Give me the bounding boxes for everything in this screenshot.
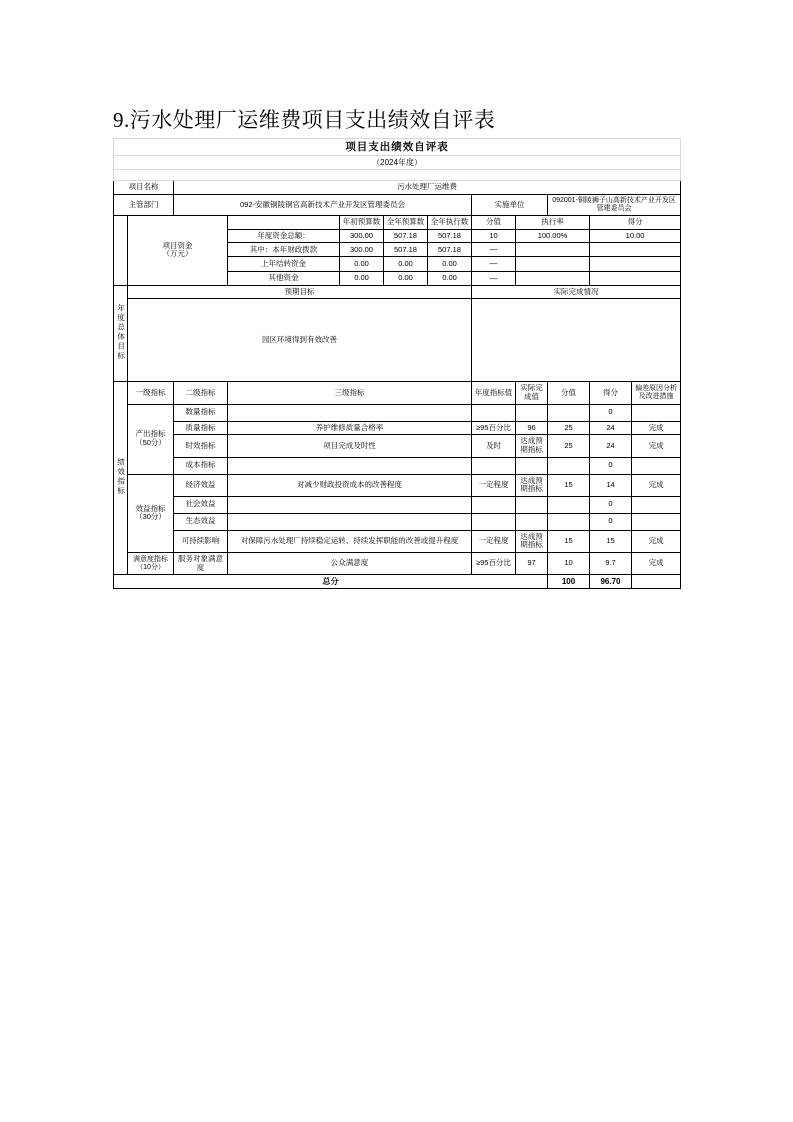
indicator-score-max: 15 (548, 474, 590, 496)
indicator-l1-output: 产出指标 （50分） (128, 404, 174, 474)
funds-value (516, 243, 590, 257)
banner-title: 项目支出绩效自评表 (114, 139, 681, 156)
funds-col-2: 全年执行数 (428, 215, 472, 229)
indicator-note: 完成 (632, 553, 681, 575)
indicator-l2: 数量指标 (174, 404, 228, 421)
indicator-score: 14 (590, 474, 632, 496)
indicators-side-label (114, 382, 128, 575)
banner-sub-row (114, 156, 681, 170)
funds-col-1: 全年预算数 (384, 215, 428, 229)
indicator-actual: 达成预期指标 (516, 530, 548, 552)
funds-row-label: 其他资金 (228, 271, 340, 285)
indicators-side-text: 绩效指标 (116, 458, 126, 497)
table-row (114, 421, 681, 435)
indicator-l3: 对保障污水处理厂持续稳定运转、持续发挥职能的改善或提升程度 (228, 530, 472, 552)
funds-value: 10 (472, 229, 516, 243)
indicator-l3 (228, 496, 472, 513)
annual-goal-side-text: 年度总体目标 (116, 303, 126, 361)
indicator-score: 0 (590, 496, 632, 513)
indicator-score: 0 (590, 404, 632, 421)
indicator-score-max: 25 (548, 421, 590, 435)
annual-goal-side-label (114, 285, 128, 382)
funds-row-label: 其中：本年财政拨款 (228, 243, 340, 257)
actual-goal-header: 实际完成情况 (472, 285, 681, 299)
indicator-col-2: 三级指标 (228, 382, 472, 404)
department-value: 092-安徽铜陵铜官高新技术产业开发区管理委员会 (174, 194, 472, 215)
banner-subtitle: （2024年度） (114, 156, 681, 170)
indicator-l3 (228, 404, 472, 421)
indicator-note: 完成 (632, 421, 681, 435)
indicator-target (472, 404, 516, 421)
table-row (114, 474, 681, 496)
funds-col-5: 得分 (590, 215, 681, 229)
indicator-actual: 达成预期指标 (516, 435, 548, 457)
indicator-score-max: 10 (548, 553, 590, 575)
indicator-l3: 对减少财政投资成本的改善程度 (228, 474, 472, 496)
indicator-l2: 社会效益 (174, 496, 228, 513)
expected-goal-value: 园区环境得到有效改善 (128, 299, 472, 382)
indicator-score-max (548, 496, 590, 513)
funds-value: 300.00 (340, 243, 384, 257)
total-note (632, 575, 681, 589)
funds-value: 0.00 (340, 257, 384, 271)
funds-value: 10.00 (590, 229, 681, 243)
funds-value: 0.00 (340, 271, 384, 285)
indicator-score: 0 (590, 457, 632, 474)
page-title: 9.污水处理厂运维费项目支出绩效自评表 (113, 108, 496, 132)
indicator-note (632, 496, 681, 513)
indicator-l2: 质量指标 (174, 421, 228, 435)
indicator-col-4: 实际完成值 (516, 382, 548, 404)
indicator-actual (516, 404, 548, 421)
funds-col-4: 执行率 (516, 215, 590, 229)
total-score-max: 100 (548, 575, 590, 589)
indicator-note (632, 513, 681, 530)
indicator-target: 一定程度 (472, 474, 516, 496)
indicator-l3 (228, 513, 472, 530)
indicator-score-max (548, 404, 590, 421)
indicator-actual (516, 496, 548, 513)
funds-value: — (472, 243, 516, 257)
indicator-score: 9.7 (590, 553, 632, 575)
funds-value: 507.18 (384, 229, 428, 243)
project-name-value: 污水处理厂运维费 (174, 181, 681, 195)
indicator-note (632, 404, 681, 421)
indicator-target: 一定程度 (472, 530, 516, 552)
indicator-col-5: 分值 (548, 382, 590, 404)
table-row (114, 553, 681, 575)
table-row (114, 435, 681, 457)
indicator-l2: 服务对象满意度 (174, 553, 228, 575)
indicator-col-0: 一级指标 (128, 382, 174, 404)
indicator-l3: 公众满意度 (228, 553, 472, 575)
table-row (114, 530, 681, 552)
funds-value (590, 257, 681, 271)
unit-label: 实施单位 (472, 194, 548, 215)
indicator-col-6: 得分 (590, 382, 632, 404)
total-score: 96.70 (590, 575, 632, 589)
indicator-actual (516, 457, 548, 474)
indicator-l2: 经济效益 (174, 474, 228, 496)
indicator-score: 0 (590, 513, 632, 530)
funds-value: 100.00% (516, 229, 590, 243)
indicator-target (472, 496, 516, 513)
funds-value: — (472, 271, 516, 285)
funds-value: — (472, 257, 516, 271)
indicator-score-max (548, 457, 590, 474)
indicator-actual (516, 513, 548, 530)
indicator-score-max: 15 (548, 530, 590, 552)
funds-value: 0.00 (384, 257, 428, 271)
funds-value: 507.18 (384, 243, 428, 257)
table-row (114, 457, 681, 474)
department-label: 主管部门 (114, 194, 174, 215)
project-name-row (114, 181, 681, 195)
indicator-l3 (228, 457, 472, 474)
performance-table (113, 138, 681, 589)
indicator-score-max (548, 513, 590, 530)
indicator-l2: 可持续影响 (174, 530, 228, 552)
funds-row-label-header (228, 215, 340, 229)
funds-value (516, 257, 590, 271)
funds-value: 507.18 (428, 229, 472, 243)
indicators-header-row (114, 382, 681, 404)
funds-side-label: 项目资金 （万元） (128, 215, 228, 285)
project-name-label: 项目名称 (114, 181, 174, 195)
annual-goal-value-row (114, 299, 681, 382)
indicator-l2: 时效指标 (174, 435, 228, 457)
indicator-l1-satisfaction: 满意度指标（10分） (128, 553, 174, 575)
table-row (114, 513, 681, 530)
indicator-score-max: 25 (548, 435, 590, 457)
indicator-actual: 96 (516, 421, 548, 435)
indicator-target: ≥95百分比 (472, 553, 516, 575)
indicator-col-7: 偏差原因分析及改进措施 (632, 382, 681, 404)
banner-spacer (114, 170, 681, 181)
indicator-target (472, 457, 516, 474)
department-row (114, 194, 681, 215)
performance-sheet (113, 138, 680, 589)
annual-goal-header-row (114, 285, 681, 299)
funds-value: 300.00 (340, 229, 384, 243)
funds-value (590, 243, 681, 257)
funds-value: 0.00 (384, 271, 428, 285)
indicator-l3: 项目完成及时性 (228, 435, 472, 457)
unit-value: 092001-铜陵狮子山高新技术产业开发区管建委员会 (548, 194, 681, 215)
funds-value: 507.18 (428, 243, 472, 257)
funds-row-label: 上年结转资金 (228, 257, 340, 271)
indicator-col-1: 二级指标 (174, 382, 228, 404)
indicator-target: ≥95百分比 (472, 421, 516, 435)
expected-goal-header: 预期目标 (128, 285, 472, 299)
funds-row-label: 年度资金总额： (228, 229, 340, 243)
banner-title-row (114, 139, 681, 156)
indicator-target (472, 513, 516, 530)
table-row (114, 496, 681, 513)
banner-spacer-row (114, 170, 681, 181)
funds-col-0: 年初预算数 (340, 215, 384, 229)
funds-value: 0.00 (428, 257, 472, 271)
indicator-col-3: 年度指标值 (472, 382, 516, 404)
indicator-score: 24 (590, 435, 632, 457)
actual-goal-value (472, 299, 681, 382)
total-row (114, 575, 681, 589)
indicator-actual: 97 (516, 553, 548, 575)
indicator-l1-benefit: 效益指标 （30分） (128, 474, 174, 553)
indicator-actual: 达成预期指标 (516, 474, 548, 496)
indicator-note: 完成 (632, 530, 681, 552)
funds-value (590, 271, 681, 285)
funds-side-spacer (114, 215, 128, 285)
indicator-score: 15 (590, 530, 632, 552)
indicator-note: 完成 (632, 474, 681, 496)
indicator-l2: 成本指标 (174, 457, 228, 474)
indicator-note: 完成 (632, 435, 681, 457)
funds-col-3: 分值 (472, 215, 516, 229)
funds-value (516, 271, 590, 285)
table-row (114, 404, 681, 421)
indicator-l2: 生态效益 (174, 513, 228, 530)
indicator-note (632, 457, 681, 474)
indicator-l3: 养护维修质量合格率 (228, 421, 472, 435)
total-label: 总分 (114, 575, 548, 589)
indicator-score: 24 (590, 421, 632, 435)
funds-header-row (114, 215, 681, 229)
indicator-target: 及时 (472, 435, 516, 457)
funds-value: 0.00 (428, 271, 472, 285)
